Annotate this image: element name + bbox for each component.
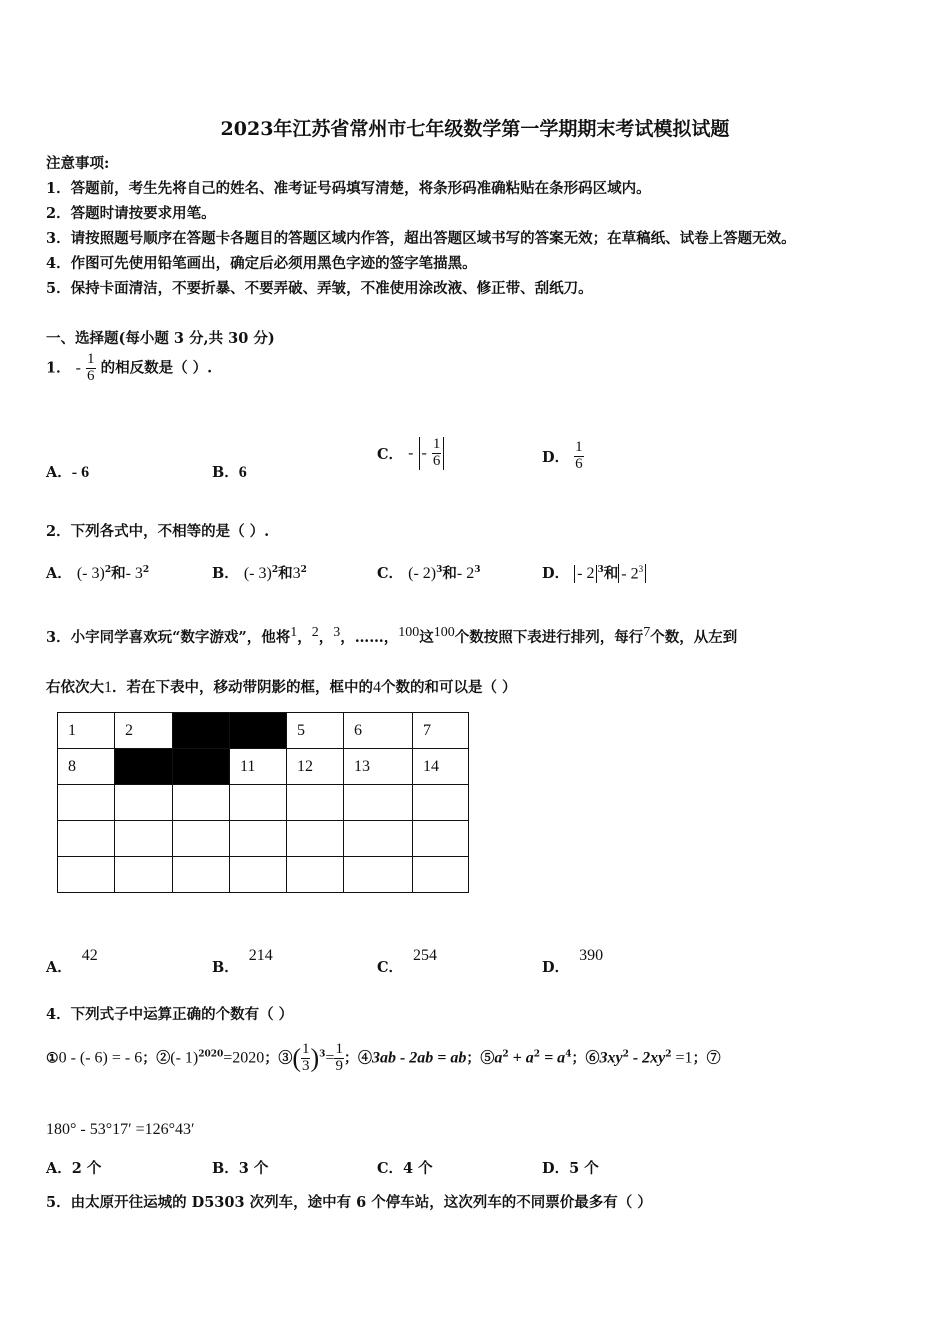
circled-number: ⑥ <box>585 1050 600 1067</box>
q4-option-b[interactable]: B．3 个 <box>212 1160 269 1177</box>
exponent: 3 <box>474 565 481 576</box>
option-label: A． <box>46 565 72 582</box>
number: 4 <box>373 679 381 696</box>
option-label: A． <box>46 959 72 976</box>
expression: = a <box>540 1049 566 1067</box>
fraction-numerator: 1 <box>575 439 583 455</box>
option-label: C． <box>377 445 404 463</box>
expression: =1 <box>671 1049 693 1067</box>
absolute-value-right <box>618 564 646 583</box>
expr-right: - 3 <box>125 565 143 582</box>
fraction-numerator: 1 <box>301 1041 310 1057</box>
table-cell: 11 <box>230 749 287 785</box>
table-cell <box>344 785 413 821</box>
table-cell <box>413 785 469 821</box>
fraction-denominator: 3 <box>301 1057 310 1074</box>
number: 100 <box>433 625 455 640</box>
punct: ， <box>297 628 312 646</box>
exponent: 2 <box>104 565 112 576</box>
separator: ； <box>571 1050 586 1067</box>
expression: - 2xy <box>628 1049 666 1067</box>
expression: 0 - (- 6) = - 6 <box>58 1049 143 1067</box>
circled-number: ⑤ <box>480 1050 495 1067</box>
section-heading: 一、选择题(每小题 3 分,共 30 分) <box>46 330 275 347</box>
table-row <box>58 713 469 749</box>
table-cell <box>230 857 287 893</box>
fraction-denominator: 6 <box>87 367 95 384</box>
table-cell <box>230 821 287 857</box>
note-item-3: 3．请按照题号顺序在答题卡各题目的答题区域内作答，超出答题区域书写的答案无效；在草稿纸、试卷上答题无效。 <box>46 230 796 247</box>
q4-option-c[interactable]: C．4 个 <box>377 1160 433 1177</box>
question-3-stem-line1 <box>46 625 737 647</box>
stem-text: 这 <box>419 628 434 646</box>
question-1-text: 的相反数是（ ）. <box>100 359 213 377</box>
circled-number: ④ <box>357 1050 372 1067</box>
q3-option-a[interactable] <box>46 944 98 976</box>
option-value: - 6 <box>71 464 90 481</box>
circled-number: ③ <box>278 1050 293 1067</box>
q3-option-b[interactable] <box>212 944 273 976</box>
table-cell <box>344 857 413 893</box>
exponent: 2020 <box>198 1049 224 1060</box>
absolute-value-left <box>574 565 597 583</box>
table-row <box>58 785 469 821</box>
table-cell <box>287 785 344 821</box>
q2-option-c[interactable] <box>377 562 480 583</box>
table-cell <box>115 857 173 893</box>
and-word: 和 <box>442 565 457 582</box>
question-5-stem: 5．由太原开往运城的 D5303 次列车，途中有 6 个停车站，这次列车的不同票价最多有（ ） <box>46 1194 652 1211</box>
expr-right: 3 <box>292 565 301 582</box>
q1-option-b[interactable] <box>212 461 247 482</box>
number: 1 <box>104 679 112 696</box>
table-cell <box>287 821 344 857</box>
exponent: 3 <box>597 565 604 576</box>
shaded-frame-cell[interactable] <box>173 749 230 785</box>
number: 7 <box>643 625 651 640</box>
circled-number: ② <box>156 1050 171 1067</box>
expression: a <box>494 1049 503 1067</box>
separator: ； <box>343 1050 358 1067</box>
option-label: C． <box>377 565 404 582</box>
absolute-value <box>419 437 445 470</box>
option-fraction <box>574 440 584 473</box>
stem-text: 3．小宇同学喜欢玩“数字游戏”，他将 <box>46 628 291 646</box>
expr-left: (- 2) <box>408 565 437 582</box>
expression: + a <box>508 1049 534 1067</box>
table-cell: 6 <box>344 713 413 749</box>
table-cell <box>58 857 115 893</box>
exponent: 2 <box>142 565 150 576</box>
question-3-stem-line2 <box>46 676 517 697</box>
question-4-stem: 4．下列式子中运算正确的个数有（ ） <box>46 1006 294 1023</box>
and-word: 和 <box>111 565 126 582</box>
expression: (- 1) <box>170 1049 199 1067</box>
separator: ； <box>466 1050 481 1067</box>
option-minus: - <box>408 444 414 462</box>
table-cell: 1 <box>58 713 115 749</box>
q2-option-b[interactable] <box>212 562 307 583</box>
question-1-number: 1． <box>46 359 71 377</box>
number: 1 <box>290 625 298 640</box>
question-1-minus: - <box>75 359 81 377</box>
table-cell <box>115 821 173 857</box>
expr-right: - 2 <box>621 565 639 582</box>
fraction-numerator: 1 <box>432 436 441 452</box>
page-title: 2023年江苏省常州市七年级数学第一学期期末考试模拟试题 <box>220 118 730 140</box>
option-label: A． <box>46 464 72 481</box>
table-cell <box>58 821 115 857</box>
q4-option-d[interactable]: D．5 个 <box>542 1160 599 1177</box>
stem-text: 个数的和可以是（ ） <box>381 679 517 696</box>
option-label: B． <box>212 464 239 481</box>
exponent: 2 <box>300 565 307 576</box>
table-cell <box>58 785 115 821</box>
shaded-frame-cell[interactable] <box>173 713 230 749</box>
expr-right: - 2 <box>456 565 475 582</box>
stem-text: 个数，从左到 <box>650 628 738 646</box>
inner-minus: - <box>421 444 427 462</box>
table-cell: 2 <box>115 713 173 749</box>
punct: ， <box>318 628 334 646</box>
fraction-denominator: 6 <box>432 452 441 469</box>
table-cell <box>287 857 344 893</box>
option-fraction <box>432 437 442 470</box>
number: 2 <box>311 625 319 640</box>
expression: =2020 <box>223 1049 265 1067</box>
q4-option-a[interactable]: A．2 个 <box>46 1160 102 1177</box>
and-word: 和 <box>603 565 619 582</box>
option-label: D． <box>542 448 570 466</box>
q1-option-d[interactable] <box>542 440 584 473</box>
question-4-expression-7: 180° - 53°17′ =126°43′ <box>46 1121 195 1138</box>
question-1-fraction <box>86 352 96 385</box>
option-label: D． <box>542 565 570 582</box>
table-cell <box>173 821 230 857</box>
question-2-stem: 2．下列各式中，不相等的是（ ）. <box>46 523 270 540</box>
option-label: C． <box>377 959 404 976</box>
table-row <box>58 857 469 893</box>
number: 3 <box>333 625 341 640</box>
exponent: 3 <box>319 1049 326 1060</box>
fraction-denominator: 6 <box>575 455 583 472</box>
q2-option-a[interactable] <box>46 562 149 583</box>
number-grid-table <box>57 712 469 893</box>
expr-left: (- 3) <box>76 565 105 582</box>
q1-option-a[interactable] <box>46 461 89 482</box>
table-row <box>58 749 469 785</box>
punct: ，……， <box>340 628 399 646</box>
table-cell: 14 <box>413 749 469 785</box>
equals: = <box>325 1049 335 1067</box>
table-cell <box>344 821 413 857</box>
fraction-numerator: 1 <box>87 351 95 367</box>
expr-left: - 2 <box>577 565 595 582</box>
separator: ； <box>692 1050 707 1067</box>
exponent: 2 <box>502 1049 509 1060</box>
option-value: 390 <box>579 947 604 964</box>
question-4-expressions: ①0 - (- 6) = - 6；②(- 1)$^{2020}$=2020；③( $\frac{1}{3}$ )$^3$= $\frac{1}{9}$ ；④3ab - 2ab = ab；$⑤a^2 + a^2 = a^4$；$⑥3xy^2 - 2xy^2 =1$；⑦ <box>46 1041 721 1074</box>
stem-text: ．若在下表中，移动带阴影的框，框中的 <box>112 679 373 696</box>
table-cell: 13 <box>344 749 413 785</box>
note-item-5: 5．保持卡面清洁，不要折暴、不要弄破、弄皱，不准使用涂改液、修正带、刮纸刀。 <box>46 280 593 297</box>
note-item-2: 2．答题时请按要求用笔。 <box>46 205 216 222</box>
option-label: B． <box>212 565 239 582</box>
exponent: 2 <box>665 1049 672 1060</box>
circled-number: ① <box>46 1050 59 1067</box>
table-cell <box>173 857 230 893</box>
exponent: 4 <box>565 1049 572 1060</box>
notes-heading: 注意事项: <box>46 155 110 172</box>
table-cell <box>115 785 173 821</box>
separator: ； <box>142 1050 157 1067</box>
stem-text: 个数按照下表进行排列，每行 <box>454 628 644 646</box>
question-1-stem <box>46 352 212 385</box>
option-label: B． <box>212 959 239 976</box>
table-cell <box>413 857 469 893</box>
expr-left: (- 3) <box>243 565 272 582</box>
q3-option-c[interactable] <box>377 944 438 976</box>
q3-option-d[interactable] <box>542 944 604 976</box>
table-row <box>58 821 469 857</box>
and-word: 和 <box>278 565 293 582</box>
option-value: 42 <box>81 947 98 964</box>
expression: 3xy <box>599 1049 623 1067</box>
option-value: 6 <box>238 464 247 481</box>
circled-number: ⑦ <box>706 1050 721 1067</box>
table-cell <box>413 821 469 857</box>
number: 100 <box>398 625 420 640</box>
note-item-1: 1．答题前，考生先将自己的姓名、准考证号码填写清楚，将条形码准确粘贴在条形码区域内。 <box>46 180 651 197</box>
fraction <box>334 1042 344 1075</box>
fraction-denominator: 9 <box>335 1057 343 1074</box>
table-cell: 7 <box>413 713 469 749</box>
table-cell: 5 <box>287 713 344 749</box>
shaded-frame-cell[interactable] <box>230 713 287 749</box>
separator: ； <box>264 1050 279 1067</box>
exponent: 2 <box>533 1049 541 1060</box>
table-cell: 12 <box>287 749 344 785</box>
note-item-4: 4．作图可先使用铅笔画出，确定后必须用黑色字迹的签字笔描黑。 <box>46 255 477 272</box>
option-value: 214 <box>248 947 273 964</box>
table-cell: 8 <box>58 749 115 785</box>
expression: 3ab - 2ab = ab <box>371 1049 467 1067</box>
shaded-frame-cell[interactable] <box>115 749 173 785</box>
exponent: 2 <box>622 1049 629 1060</box>
q2-option-d[interactable] <box>542 562 646 583</box>
exponent: 2 <box>271 565 279 576</box>
q1-option-c[interactable] <box>377 437 444 470</box>
option-value: 254 <box>413 947 438 964</box>
option-label: D． <box>542 959 570 976</box>
table-cell <box>230 785 287 821</box>
stem-text: 右依次大 <box>46 679 104 696</box>
fraction-numerator: 1 <box>335 1041 343 1057</box>
exponent: 3 <box>638 563 644 574</box>
table-cell <box>173 785 230 821</box>
exponent: 3 <box>436 565 443 576</box>
